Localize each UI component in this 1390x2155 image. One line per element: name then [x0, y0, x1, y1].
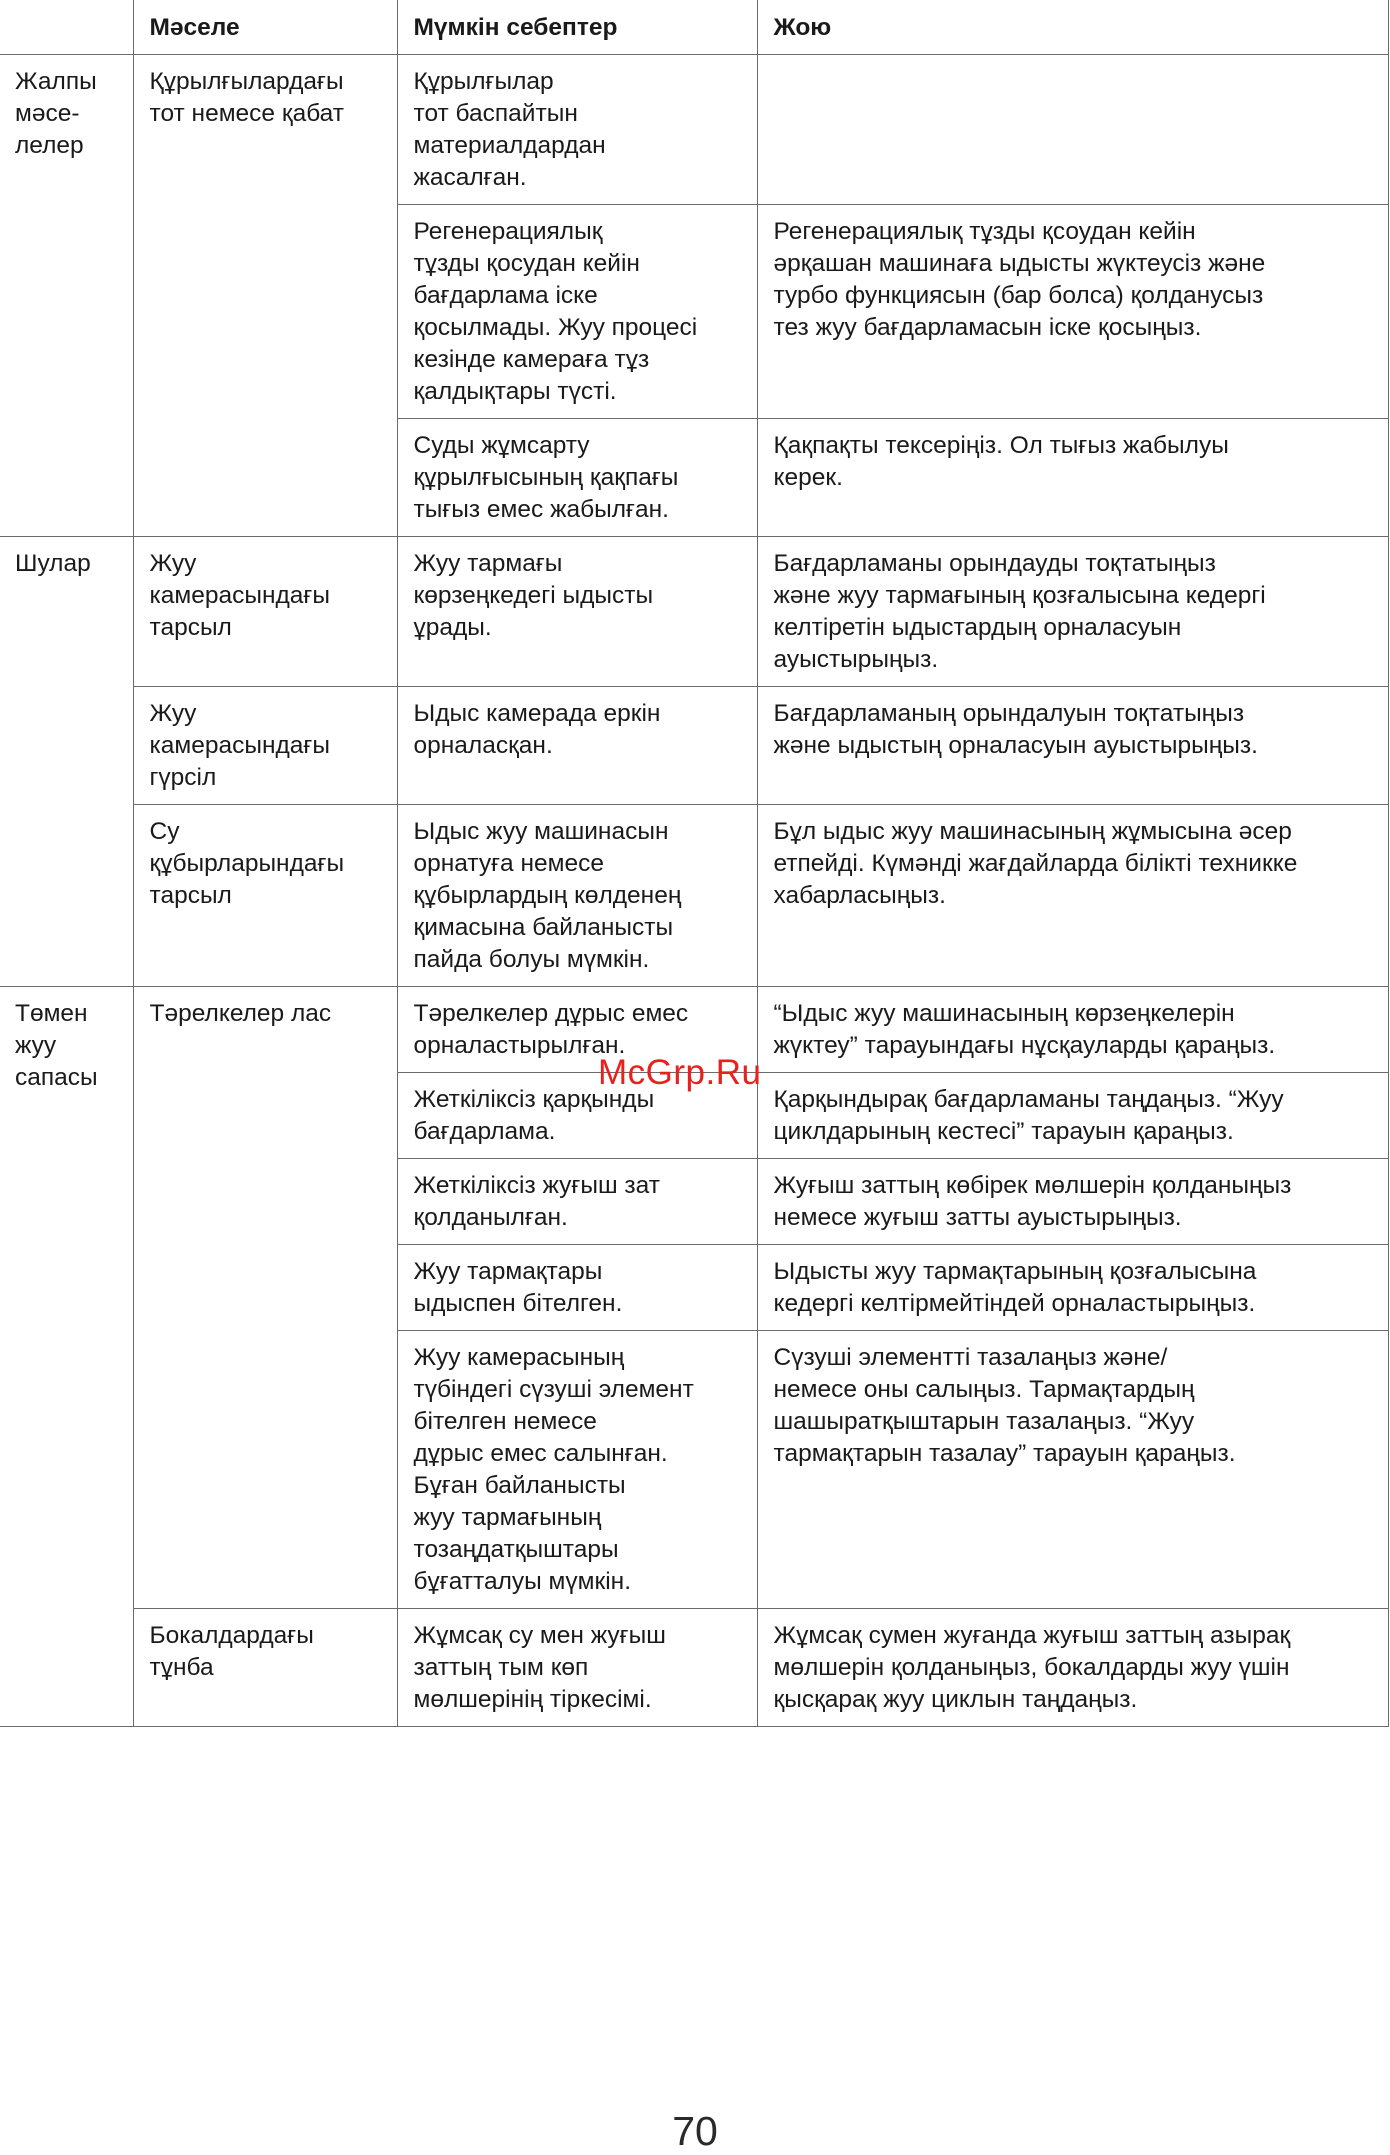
header-row [0, 0, 1388, 55]
category-cell: Шулар [0, 537, 133, 987]
table-row [0, 1609, 1388, 1727]
problem-cell: Жуу камерасындағы тарсыл [133, 537, 397, 687]
solution-cell: Жұмсақ сумен жуғанда жуғыш заттың азырақ мөлшерін қолданыңыз, бокалдарды жуу үшін қысқарақ жуу циклын таңдаңыз. [757, 1609, 1388, 1727]
solution-cell: Сүзуші элементті тазалаңыз және/ немесе оны салыңыз. Тармақтардың шашыратқыштарын тазалаңыз. “Жуу тармақтарын тазалау” тарауын қараңыз. [757, 1331, 1388, 1609]
problem-cell: Тәрелкелер лас [133, 987, 397, 1609]
header-solution: Жою [757, 0, 1388, 55]
table-body [0, 55, 1388, 1727]
cause-cell: Жеткіліксіз қарқынды бағдарлама. [397, 1073, 757, 1159]
problem-cell: Бокалдардағы тұнба [133, 1609, 397, 1727]
cause-cell: Жуу тармағы көрзеңкедегі ыдысты ұрады. [397, 537, 757, 687]
page-number: 70 [672, 2108, 718, 2154]
cause-cell: Ыдыс жуу машинасын орнатуға немесе құбырлардың көлденең қимасына байланысты пайда болуы мүмкін. [397, 805, 757, 987]
header-causes: Мүмкін себептер [397, 0, 757, 55]
cause-cell: Жеткіліксіз жуғыш зат қолданылған. [397, 1159, 757, 1245]
cause-cell: Регенерациялық тұзды қосудан кейін бағдарлама іске қосылмады. Жуу процесі кезінде камераға тұз қалдықтары түсті. [397, 205, 757, 419]
table-row [0, 537, 1388, 687]
problem-cell: Құрылғылардағы тот немесе қабат [133, 55, 397, 537]
solution-cell: Ыдысты жуу тармақтарының қозғалысына кедергі келтірмейтіндей орналастырыңыз. [757, 1245, 1388, 1331]
solution-cell: “Ыдыс жуу машинасының көрзеңкелерін жүктеу” тарауындағы нұсқауларды қараңыз. [757, 987, 1388, 1073]
cause-cell: Құрылғылар тот баспайтын материалдардан жасалған. [397, 55, 757, 205]
solution-cell: Қарқындырақ бағдарламаны таңдаңыз. “Жуу циклдарының кестесі” тарауын қараңыз. [757, 1073, 1388, 1159]
header-problem: Мәселе [133, 0, 397, 55]
category-cell: Төмен жуу сапасы [0, 987, 133, 1727]
solution-cell: Регенерациялық тұзды қсоудан кейін әрқашан машинаға ыдысты жүктеусіз және турбо функциясын (бар болса) қолданусыз тез жуу бағдарламасын іске қосыңыз. [757, 205, 1388, 419]
cause-cell: Жуу камерасының түбіндегі сүзуші элемент бітелген немесе дұрыс емес салынған. Бұған байланысты жуу тармағының тозаңдатқыштары бұғатталуы мүмкін. [397, 1331, 757, 1609]
header-category [0, 0, 133, 55]
problem-cell: Су құбырларындағы тарсыл [133, 805, 397, 987]
solution-cell [757, 55, 1388, 205]
solution-cell: Қақпақты тексеріңіз. Ол тығыз жабылуы керек. [757, 419, 1388, 537]
watermark: McGrp.Ru [598, 1053, 762, 1092]
problem-cell: Жуу камерасындағы гүрсіл [133, 687, 397, 805]
cause-cell: Суды жұмсарту құрылғысының қақпағы тығыз емес жабылған. [397, 419, 757, 537]
table-row [0, 805, 1388, 987]
solution-cell: Бұл ыдыс жуу машинасының жұмысына әсер етпейді. Күмәнді жағдайларда білікті техникке хабарласыңыз. [757, 805, 1388, 987]
table-row [0, 687, 1388, 805]
cause-cell: Ыдыс камерада еркін орналасқан. [397, 687, 757, 805]
cause-cell: Жуу тармақтары ыдыспен бітелген. [397, 1245, 757, 1331]
cause-cell: Тәрелкелер дұрыс емес орналастырылған. [397, 987, 757, 1073]
cause-cell: Жұмсақ су мен жуғыш заттың тым көп мөлшерінің тіркесімі. [397, 1609, 757, 1727]
solution-cell: Бағдарламаның орындалуын тоқтатыңыз және ыдыстың орналасуын ауыстырыңыз. [757, 687, 1388, 805]
solution-cell: Жуғыш заттың көбірек мөлшерін қолданыңыз немесе жуғыш затты ауыстырыңыз. [757, 1159, 1388, 1245]
table-row [0, 55, 1388, 205]
category-cell: Жалпы мәсе- лелер [0, 55, 133, 537]
solution-cell: Бағдарламаны орындауды тоқтатыңыз және жуу тармағының қозғалысына кедергі келтіретін ыдыстардың орналасуын ауыстырыңыз. [757, 537, 1388, 687]
